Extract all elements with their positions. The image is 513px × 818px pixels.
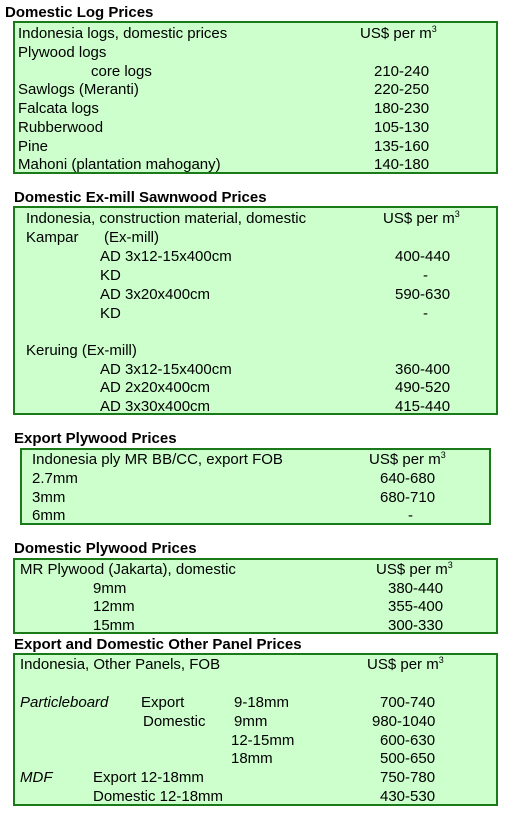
- row-price: 500-650: [380, 750, 436, 767]
- section-title-domestic-log-prices: Domestic Log Prices: [5, 4, 154, 21]
- row-label: Keruing (Ex-mill): [26, 342, 137, 359]
- row-market: Domestic 12-18mm: [93, 788, 224, 805]
- row-product: Particleboard: [20, 694, 109, 711]
- domestic-log-prices-table: [13, 21, 498, 174]
- row-sublabel: (Ex-mill): [104, 229, 159, 246]
- row-price: 105-130: [374, 119, 430, 136]
- table-row: [15, 580, 496, 599]
- header-label: Indonesia, Other Panels, FOB: [20, 656, 221, 673]
- row-price: 180-230: [374, 100, 430, 117]
- unit-label: US$ per $m^3$: [367, 655, 444, 673]
- unit-label: US$ per $m^3$: [369, 450, 446, 468]
- section-title-export-plywood-prices: Export Plywood Prices: [14, 430, 177, 447]
- row-label: 15mm: [93, 617, 135, 634]
- table-row: [15, 379, 496, 398]
- row-price: 355-400: [388, 598, 444, 615]
- table-row: [15, 44, 496, 63]
- row-price: 400-440: [395, 248, 451, 265]
- row-label: 9mm: [93, 580, 127, 597]
- row-label: Pine: [18, 138, 49, 155]
- row-label: 12mm: [93, 598, 135, 615]
- table-header: [22, 451, 489, 470]
- table-header: [15, 656, 496, 675]
- row-price: 430-530: [380, 788, 436, 805]
- header-label: MR Plywood (Jakarta), domestic: [20, 561, 236, 578]
- header-label: Indonesia logs, domestic prices: [18, 25, 228, 42]
- row-product: MDF: [20, 769, 53, 786]
- table-row: [15, 286, 496, 305]
- unit-label: US$ per $m^3$: [360, 24, 437, 42]
- row-label: AD 3x30x400cm: [100, 398, 211, 415]
- row-label: core logs: [91, 63, 152, 80]
- table-row: [15, 732, 496, 751]
- row-price: 680-710: [380, 489, 436, 506]
- table-row: [22, 470, 489, 489]
- row-price: 135-160: [374, 138, 430, 155]
- row-price: 490-520: [395, 379, 451, 396]
- sawnwood-prices-table: [13, 206, 498, 415]
- row-price: 750-780: [380, 769, 436, 786]
- row-label: Falcata logs: [18, 100, 99, 117]
- header-label: Indonesia, construction material, domestic: [26, 210, 307, 227]
- table-row: [15, 138, 496, 157]
- row-price: 210-240: [374, 63, 430, 80]
- table-row: [15, 361, 496, 380]
- table-row: [15, 769, 496, 788]
- row-price: 300-330: [388, 617, 444, 634]
- row-price: 980-1040: [372, 713, 436, 730]
- table-header: [15, 210, 496, 229]
- table-row: [22, 507, 489, 526]
- row-price: 360-400: [395, 361, 451, 378]
- row-price: 590-630: [395, 286, 451, 303]
- table-header: [15, 25, 496, 44]
- table-row: [15, 248, 496, 267]
- table-row: [15, 617, 496, 636]
- row-size: 9mm: [234, 713, 268, 730]
- row-label: 2.7mm: [32, 470, 78, 487]
- row-label: Rubberwood: [18, 119, 104, 136]
- row-price: 220-250: [374, 81, 430, 98]
- row-price: -: [408, 507, 413, 524]
- export-plywood-prices-table: [20, 448, 491, 525]
- table-row: [15, 81, 496, 100]
- row-label: KD: [100, 267, 121, 284]
- table-row: [15, 788, 496, 807]
- domestic-plywood-prices-table: [13, 558, 498, 634]
- row-label: Kampar: [26, 229, 79, 246]
- row-label: KD: [100, 305, 121, 322]
- row-label: Mahoni (plantation mahogany): [18, 156, 221, 173]
- table-row: [15, 713, 496, 732]
- row-label: 3mm: [32, 489, 66, 506]
- row-label: 6mm: [32, 507, 66, 524]
- table-row: [15, 305, 496, 324]
- row-label: AD 2x20x400cm: [100, 379, 211, 396]
- row-label: AD 3x20x400cm: [100, 286, 211, 303]
- row-size: 18mm: [231, 750, 273, 767]
- row-price: -: [423, 267, 428, 284]
- row-market: Domestic: [143, 713, 206, 730]
- row-label: AD 3x12-15x400cm: [100, 361, 232, 378]
- table-header: [15, 561, 496, 580]
- table-row: [15, 694, 496, 713]
- table-row: [15, 750, 496, 769]
- section-title-sawnwood-prices: Domestic Ex-mill Sawnwood Prices: [14, 189, 267, 206]
- table-row: [15, 598, 496, 617]
- table-row: [15, 267, 496, 286]
- other-panel-prices-table: [13, 653, 498, 806]
- table-row: [15, 398, 496, 417]
- section-title-other-panel-prices: Export and Domestic Other Panel Prices: [14, 636, 302, 653]
- section-title-domestic-plywood-prices: Domestic Plywood Prices: [14, 540, 197, 557]
- unit-label: US$ per $m^3$: [376, 560, 453, 578]
- row-label: Plywood logs: [18, 44, 107, 61]
- row-price: 600-630: [380, 732, 436, 749]
- row-price: 700-740: [380, 694, 436, 711]
- header-label: Indonesia ply MR BB/CC, export FOB: [32, 451, 283, 468]
- row-price: 140-180: [374, 156, 430, 173]
- table-row: [15, 63, 496, 82]
- row-market: Export 12-18mm: [93, 769, 204, 786]
- row-price: 640-680: [380, 470, 436, 487]
- table-row: [22, 489, 489, 508]
- row-size: 9-18mm: [234, 694, 290, 711]
- table-row: [15, 119, 496, 138]
- row-label: Sawlogs (Meranti): [18, 81, 139, 98]
- row-market: Export: [141, 694, 185, 711]
- table-row: [15, 229, 496, 248]
- unit-label: US$ per $m^3$: [383, 209, 460, 227]
- row-label: AD 3x12-15x400cm: [100, 248, 232, 265]
- row-price: -: [423, 305, 428, 322]
- table-row: [15, 100, 496, 119]
- table-row: [15, 156, 496, 175]
- row-size: 12-15mm: [231, 732, 295, 749]
- table-row: [15, 342, 496, 361]
- row-price: 380-440: [388, 580, 444, 597]
- row-price: 415-440: [395, 398, 451, 415]
